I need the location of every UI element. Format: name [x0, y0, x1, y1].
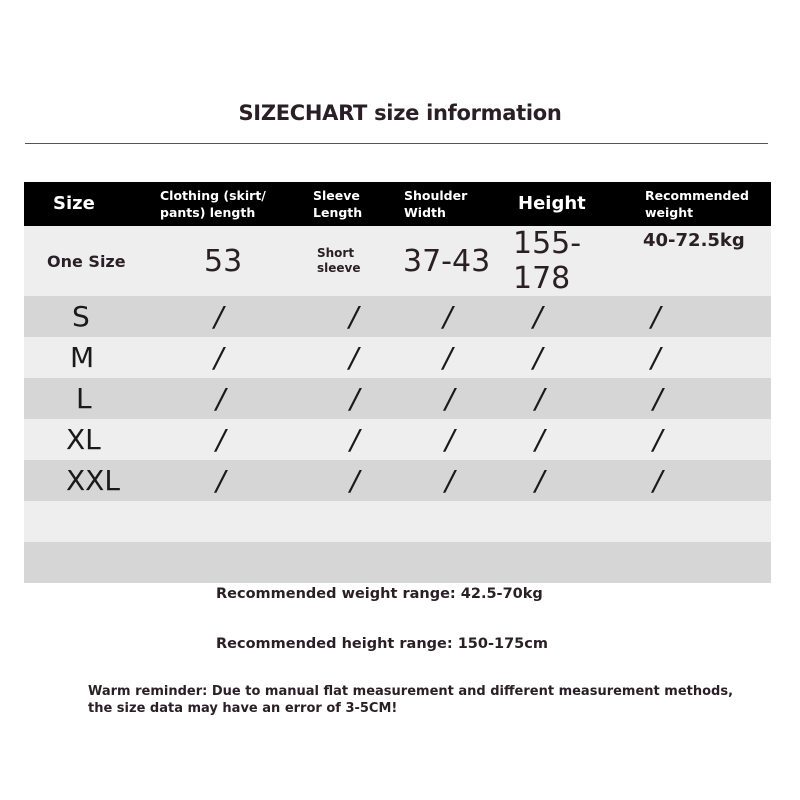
table-row-empty — [24, 501, 771, 542]
cell-size: M — [24, 337, 160, 378]
size-chart-table — [24, 182, 771, 583]
table-row — [24, 378, 771, 419]
cell-sleeve: / — [309, 378, 401, 419]
cell-shoulder: / — [401, 419, 508, 460]
table-header-row — [24, 182, 771, 226]
cell-sleeve: / — [309, 337, 401, 378]
cell-length: 53 — [160, 226, 309, 296]
cell-weight: / — [637, 378, 771, 419]
cell-weight: / — [637, 337, 771, 378]
cell-size: XL — [24, 419, 160, 460]
table-row — [24, 296, 771, 337]
header-height: Height — [508, 182, 637, 226]
cell-size: L — [24, 378, 160, 419]
header-weight: Recommended weight — [637, 182, 771, 226]
cell-weight: / — [637, 460, 771, 501]
cell-size: S — [24, 296, 160, 337]
cell-sleeve: Short sleeve — [309, 226, 401, 296]
header-sleeve: Sleeve Length — [309, 182, 401, 226]
cell-shoulder: 37-43 — [401, 226, 508, 296]
cell-shoulder: / — [401, 337, 508, 378]
table-row — [24, 226, 771, 296]
cell-sleeve: / — [309, 419, 401, 460]
cell-sleeve: / — [309, 460, 401, 501]
table-row-empty — [24, 542, 771, 583]
cell-height: / — [508, 419, 637, 460]
height-range-note: Recommended height range: 150-175cm — [216, 636, 548, 652]
cell-height: / — [508, 378, 637, 419]
cell-shoulder: / — [401, 296, 508, 337]
cell-size: XXL — [24, 460, 160, 501]
cell-length: / — [160, 419, 309, 460]
cell-shoulder: / — [401, 460, 508, 501]
warm-reminder: Warm reminder: Due to manual flat measurement and different measurement methods, the size data may have an error of 3-5CM! — [88, 684, 734, 716]
cell-sleeve: / — [309, 296, 401, 337]
cell-length: / — [160, 296, 309, 337]
cell-weight: / — [637, 419, 771, 460]
cell-length: / — [160, 460, 309, 501]
cell-weight: 40-72.5kg — [637, 226, 771, 296]
cell-height: / — [508, 296, 637, 337]
cell-height: / — [508, 460, 637, 501]
weight-range-note: Recommended weight range: 42.5-70kg — [216, 586, 543, 602]
cell-size: One Size — [24, 226, 160, 296]
table-row — [24, 419, 771, 460]
header-size: Size — [24, 182, 160, 226]
page-title: SIZECHART size information — [238, 101, 562, 125]
table-row — [24, 460, 771, 501]
header-shoulder: Shoulder Width — [401, 182, 508, 226]
cell-length: / — [160, 337, 309, 378]
cell-shoulder: / — [401, 378, 508, 419]
cell-height: / — [508, 337, 637, 378]
cell-weight: / — [637, 296, 771, 337]
cell-height: 155-178 — [508, 226, 637, 296]
title-divider — [25, 143, 768, 144]
table-row — [24, 337, 771, 378]
header-length: Clothing (skirt/ pants) length — [160, 182, 309, 226]
cell-length: / — [160, 378, 309, 419]
